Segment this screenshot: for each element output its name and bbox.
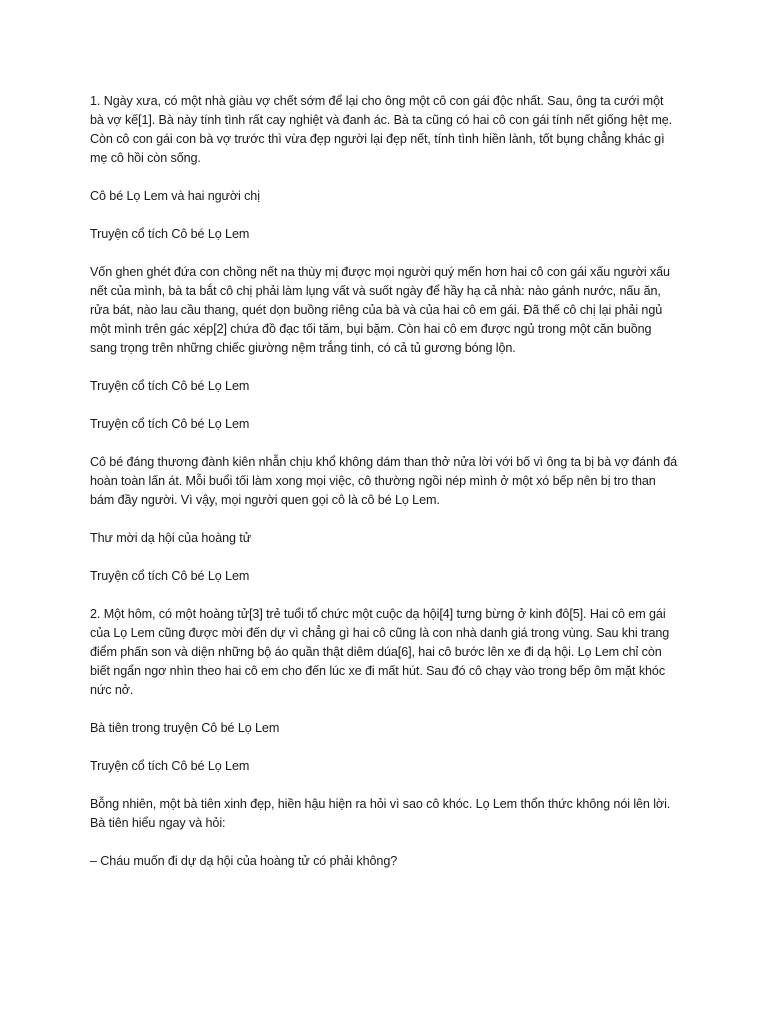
section-heading-invitation: Thư mời dạ hội của hoàng tử <box>90 531 252 545</box>
paragraph-1: 1. Ngày xưa, có một nhà giàu vợ chết sớm để lại cho ông một cô con gái độc nhất. Sau, ông ta cưới một bà vợ kế[1]. Bà này tính tình rất cay nghiệt và đanh ác. Bà ta cũng có hai cô con gái tính nết giống hệt mẹ. Còn cô con gái con bà vợ trước thì vừa đẹp người lại đẹp nết, tính tình hiền lành, tốt bụng chẳng khác gì mẹ cô hồi còn sống. <box>90 94 673 165</box>
image-caption-5: Truyện cổ tích Cô bé Lọ Lem <box>90 759 250 773</box>
document-body <box>90 92 680 890</box>
section-heading-stepsisters: Cô bé Lọ Lem và hai người chị <box>90 189 260 203</box>
image-caption-3: Truyện cổ tích Cô bé Lọ Lem <box>90 417 250 431</box>
paragraph-6-dialogue: – Cháu muốn đi dự dạ hội của hoàng tử có phải không? <box>90 854 398 868</box>
paragraph-2: Vốn ghen ghét đứa con chồng nết na thùy mị được mọi người quý mến hơn hai cô con gái xấu người xấu nết của mình, bà ta bắt cô chị phải làm lụng vất và suốt ngày để hầy hạ cả nhà: nào gánh nước, nấu ăn, rửa bát, nào lau cầu thang, quét dọn buồng riêng của bà và của hai cô em gái. Đã thế cô chị lại phải ngủ một mình trên gác xép[2] chứa đồ đạc tối tăm, bụi bặm. Còn hai cô em được ngủ trong một căn buồng sang trọng trên những chiếc giường nệm trắng tinh, có cả tủ gương bóng lộn. <box>90 265 670 355</box>
paragraph-4: 2. Một hôm, có một hoàng tử[3] trẻ tuổi tổ chức một cuộc dạ hội[4] tưng bừng ở kinh đô[5]. Hai cô em gái của Lọ Lem cũng được mời đến dự vì chẳng gì hai cô cũng là con nhà danh giá trong vùng. Sau khi trang điểm phấn son và diện những bộ áo quần thật diêm dúa[6], hai cô bước lên xe đi dạ hội. Lọ Lem chỉ còn biết ngẩn ngơ nhìn theo hai cô em cho đến lúc xe đi mất hút. Sau đó cô chạy vào trong bếp ôm mặt khóc nức nở. <box>90 607 670 697</box>
paragraph-5: Bỗng nhiên, một bà tiên xinh đẹp, hiền hậu hiện ra hỏi vì sao cô khóc. Lọ Lem thổn thức không nói lên lời. Bà tiên hiểu ngay và hỏi: <box>90 797 671 830</box>
image-caption-4: Truyện cổ tích Cô bé Lọ Lem <box>90 569 250 583</box>
image-caption-1: Truyện cổ tích Cô bé Lọ Lem <box>90 227 250 241</box>
section-heading-fairy: Bà tiên trong truyện Cô bé Lọ Lem <box>90 721 280 735</box>
paragraph-3: Cô bé đáng thương đành kiên nhẫn chịu khổ không dám than thở nửa lời với bố vì ông ta bị bà vợ đánh đá hoàn toàn lấn át. Mỗi buổi tối làm xong mọi việc, cô thường ngồi nép mình ở một xó bếp nên bị tro than bám đầy người. Vì vậy, mọi người quen gọi cô là cô bé Lọ Lem. <box>90 455 678 507</box>
image-caption-2: Truyện cổ tích Cô bé Lọ Lem <box>90 379 250 393</box>
